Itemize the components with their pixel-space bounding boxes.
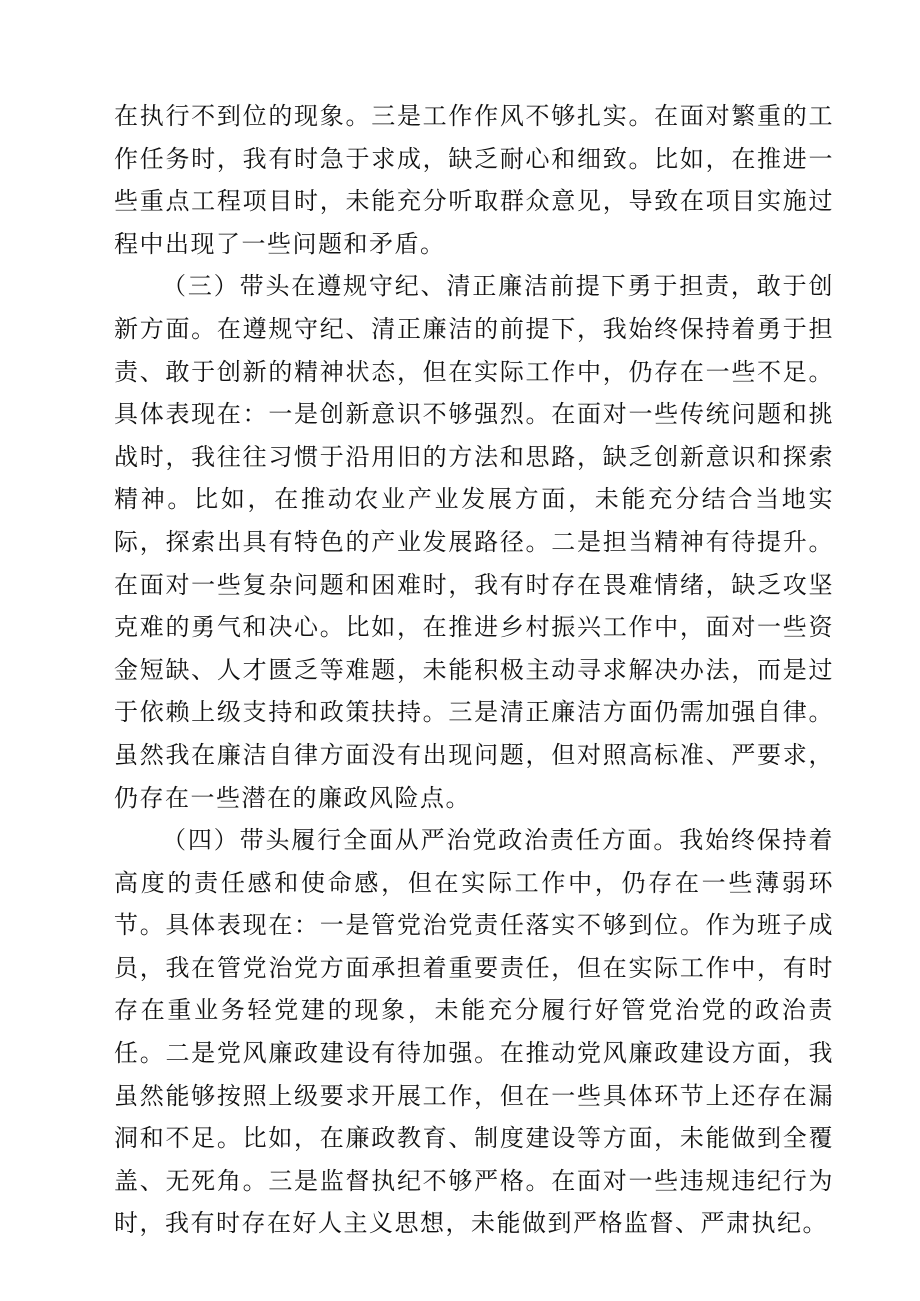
paragraph-section-three: （三）带头在遵规守纪、清正廉洁前提下勇于担责，敢于创新方面。在遵规守纪、清正廉洁的前提下，我始终保持着勇于担责、敢于创新的精神状态，但在实际工作中，仍存在一些不足。具体表现在：一是创新意识不够强烈。在面对一些传统问题和挑战时，我往往习惯于沿用旧的方法和思路，缺乏创新意识和探索精神。比如，在推动农业产业发展方面，未能充分结合当地实际，探索出具有特色的产业发展路径。二是担当精神有待提升。在面对一些复杂问题和困难时，我有时存在畏难情绪，缺乏攻坚克难的勇气和决心。比如，在推进乡村振兴工作中，面对一些资金短缺、人才匮乏等难题，未能积极主动寻求解决办法，而是过于依赖上级支持和政策扶持。三是清正廉洁方面仍需加强自律。虽然我在廉洁自律方面没有出现问题，但对照高标准、严要求，仍存在一些潜在的廉政风险点。: [114, 272, 834, 812]
document-page: [114, 95, 834, 1245]
paragraph-continuation: 在执行不到位的现象。三是工作作风不够扎实。在面对繁重的工作任务时，我有时急于求成，缺乏耐心和细致。比如，在推进一些重点工程项目时，未能充分听取群众意见，导致在项目实施过程中出现了一些问题和矛盾。: [114, 102, 834, 258]
paragraph-section-four: （四）带头履行全面从严治党政治责任方面。我始终保持着高度的责任感和使命感，但在实际工作中，仍存在一些薄弱环节。具体表现在：一是管党治党责任落实不够到位。作为班子成员，我在管党治党方面承担着重要责任，但在实际工作中，有时存在重业务轻党建的现象，未能充分履行好管党治党的政治责任。二是党风廉政建设有待加强。在推动党风廉政建设方面，我虽然能够按照上级要求开展工作，但在一些具体环节上还存在漏洞和不足。比如，在廉政教育、制度建设等方面，未能做到全覆盖、无死角。三是监督执纪不够严格。在面对一些违规违纪行为时，我有时存在好人主义思想，未能做到严格监督、严肃执纪。: [114, 826, 834, 1238]
